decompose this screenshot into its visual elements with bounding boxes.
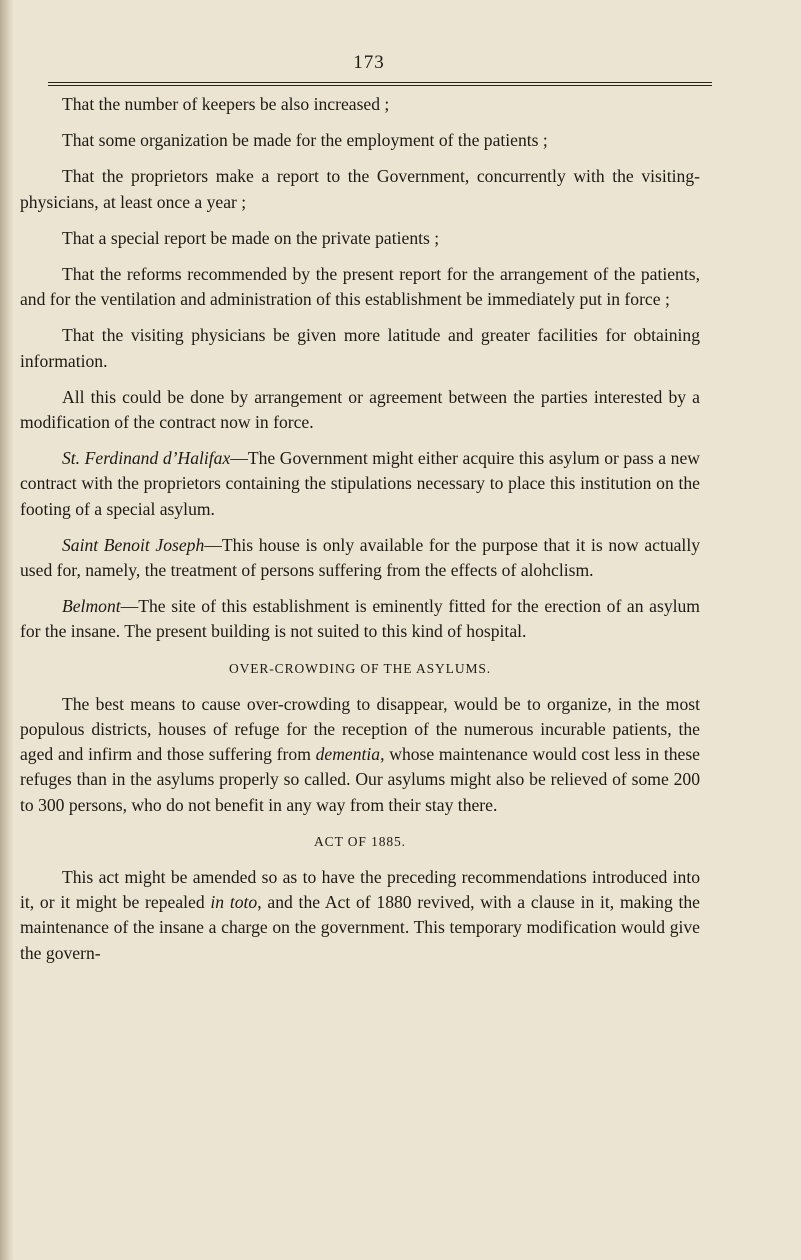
paragraph-2 (20, 128, 700, 153)
paragraph-6-text: That the visiting physicians be given more latitude and greater facilities for obtaining information. (20, 325, 700, 371)
paragraph-1 (20, 92, 700, 117)
paragraph-1-text: That the number of keepers be also increased ; (62, 94, 390, 114)
act-emphasis: in toto (210, 892, 258, 913)
section-heading-act: ACT OF 1885. (314, 833, 406, 849)
paragraph-8-text: —The Government might either acquire this asylum or pass a new contract with the proprietors containing the stipulations necessary to place this institution on the footing of a special asylum. (20, 448, 700, 519)
act-text-b: , and the Act of 1880 revived, with a clause in it, making the maintenance of the insane a charge on the government. This temporary modification would give the govern- (20, 892, 700, 963)
paragraph-9-lead: Saint Benoit Joseph (62, 534, 205, 555)
paragraph-5 (20, 262, 700, 312)
paragraph-act (20, 865, 700, 966)
paragraph-overcrowding (20, 692, 700, 818)
paragraph-2-text: That some organization be made for the employment of the patients ; (62, 130, 548, 151)
overcrowding-emphasis: dementia (315, 744, 381, 765)
paragraph-8 (20, 446, 700, 522)
book-page (20, 52, 700, 977)
page-edge-shadow (0, 0, 14, 1260)
paragraph-7-text: All this could be done by arrangement or agreement between the parties interested by a modification of the contract now in force. (20, 386, 700, 433)
paragraph-4 (20, 226, 700, 251)
paragraph-10-lead: Belmont (62, 596, 121, 617)
page-body (20, 92, 700, 966)
paragraph-3 (20, 164, 700, 214)
section-heading-overcrowding: OVER-CROWDING OF THE ASYLUMS. (228, 660, 492, 676)
overcrowding-text-b: , whose maintenance would cost less in these refuges than in the asylums properly so called. Our asylums might also be relieved of some 200 to 300 persons, who do not benefit in any way from their stay there. (20, 744, 700, 815)
paragraph-7 (20, 385, 700, 435)
page-number: 173 (353, 52, 385, 73)
overcrowding-text-a: The best means to cause over-crowding to disappear, would be to organize, in the most populous districts, houses of refuge for the reception of the numerous incurable patients, the aged and infirm and those suffering from (20, 693, 700, 765)
paragraph-8-lead: St. Ferdinand d’Halifax (62, 448, 231, 469)
paragraph-4-text: That a special report be made on the private patients ; (62, 227, 440, 248)
header-rule (48, 82, 712, 86)
act-text-a: This act might be amended so as to have the preceding recommendations introduced into it, or it might be repealed (20, 867, 700, 913)
paragraph-3-text: That the proprietors make a report to the Government, concurrently with the visiting-physicians, at least once a year ; (20, 166, 700, 212)
paragraph-5-text: That the reforms recommended by the present report for the arrangement of the patients, and for the ventilation and administration of this establishment be immediately put in force ; (20, 264, 700, 310)
paragraph-9-text: —This house is only available for the purpose that it is now actually used for, namely, the treatment of persons suffering from the effects of alohclism. (20, 534, 701, 581)
paragraph-6 (20, 323, 700, 373)
paragraph-9 (20, 533, 700, 583)
paragraph-10-text: —The site of this establishment is eminently fitted for the erection of an asylum for the insane. The present building is not suited to this kind of hospital. (20, 596, 700, 642)
paragraph-10 (20, 594, 700, 644)
